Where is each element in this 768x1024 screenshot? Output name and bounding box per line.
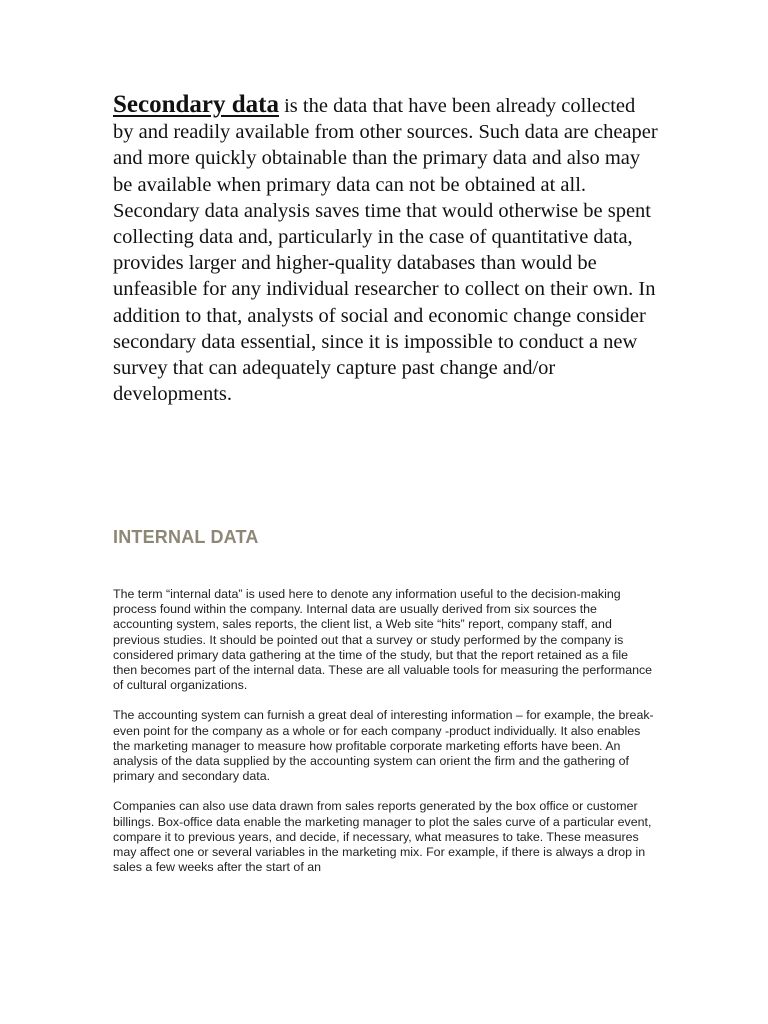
intro-block [113,92,658,407]
body-paragraph-1: The term “internal data” is used here to denote any information useful to the decision-making process found within the company. Internal data are usually derived from six sources the accounting system, sales reports, the client list, a Web site “hits” report, company staff, and previous studies. It should be pointed out that a survey or study performed by the company is considered primary data gathering at the time of the study, but that the report retained as a file then becomes part of the internal data. These are all valuable tools for measuring the performance of cultural organizations. [113,587,653,693]
analysis-paragraph: Secondary data analysis saves time that would otherwise be spent collecting data and, particularly in the case of quantitative data, provides larger and higher-quality databases than would be unfeasible for any individual researcher to collect on their own. In addition to that, analysts of social and economic change consider secondary data essential, since it is impossible to conduct a new survey that can adequately capture past change and/or developments. [113,199,656,406]
definition-text: is the data that have been already collected by and readily available from other sources. Such data are cheaper and more quickly obtainable than the primary data and also may be available when primary data can not be obtained at all. [113,95,658,196]
secondary-data-term: Secondary data [113,91,279,118]
internal-data-heading: INTERNAL DATA [113,527,259,547]
body-paragraph-2: The accounting system can furnish a great deal of interesting information – for example, the break-even point for the company as a whole or for each company -product individually. It also enables the marketing manager to measure how profitable corporate marketing efforts have been. An analysis of the data supplied by the accounting system can orient the firm and the gathering of primary and secondary data. [113,708,654,784]
definition-paragraph [113,92,658,198]
internal-data-body [113,587,655,890]
body-paragraph-3: Companies can also use data drawn from sales reports generated by the box office or customer billings. Box-office data enable the marketing manager to plot the sales curve of a particular event, compare it to previous years, and decide, if necessary, what measures to take. These measures may affect one or several variables in the marketing mix. For example, if there is always a drop in sales a few weeks after the start of an [113,799,652,875]
